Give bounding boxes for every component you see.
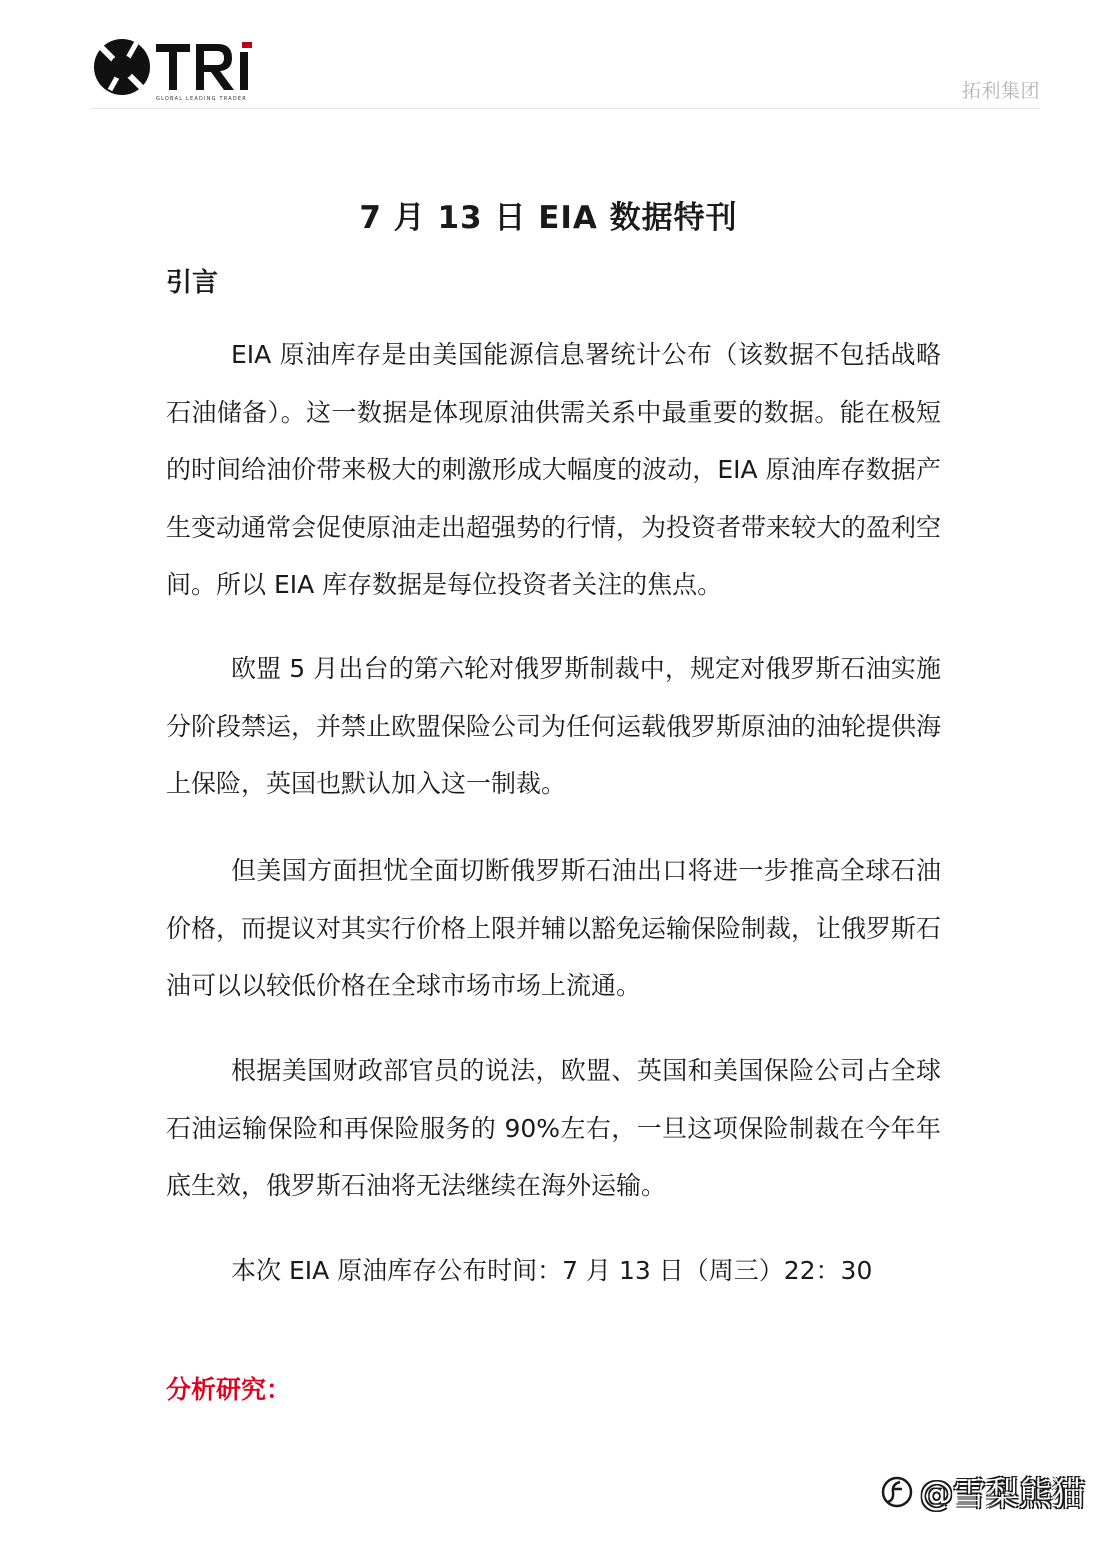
page-title: 7 月 13 日 EIA 数据特刊 [359,200,738,236]
analysis-heading: 分析研究： [166,1375,292,1404]
paragraph-insurance-share: 根据美国财政部官员的说法，欧盟、英国和美国保险公司占全球石油运输保险和再保险服务的 90%左右，一旦这项保险制裁在今年年底生效，俄罗斯石油将无法继续在海外运输。 [166,1056,941,1200]
company-name: 拓利集团 [961,80,1040,102]
tri-logo [90,34,265,102]
logo-tagline: GLOBAL LEADING TRADER [156,96,247,102]
watermark [880,1468,1085,1515]
paragraph-eia-intro: EIA 原油库存是由美国能源信息署统计公布（该数据不包括战略石油储备）。这一数据是体现原油供需关系中最重要的数据。能在极短的时间给油价带来极大的刺激形成大幅度的波动，EIA 原油库存数据产生变动通常会促使原油走出超强势的行情，为投资者带来较大的盈利空间。所以 EIA 库存数据是每位投资者关注的焦点。 [166,340,942,599]
paragraph-us-concern: 但美国方面担忧全面切断俄罗斯石油出口将进一步推高全球石油价格，而提议对其实行价格上限并辅以豁免运输保险制裁，让俄罗斯石油可以以较低价格在全球市场市场上流通。 [166,856,942,1000]
page-header [90,30,1040,109]
watermark-text: @雪梨熊猫 [920,1474,1085,1513]
intro-heading: 引言 [166,268,219,298]
xueqiu-logo-icon [880,1475,914,1509]
paragraph-eu-sanctions: 欧盟 5 月出台的第六轮对俄罗斯制裁中，规定对俄罗斯石油实施分阶段禁运，并禁止欧盟保险公司为任何运载俄罗斯原油的油轮提供海上保险，英国也默认加入这一制裁。 [166,654,942,798]
paragraph-release-time: 本次 EIA 原油库存公布时间：7 月 13 日（周三）22：30 [231,1256,873,1285]
